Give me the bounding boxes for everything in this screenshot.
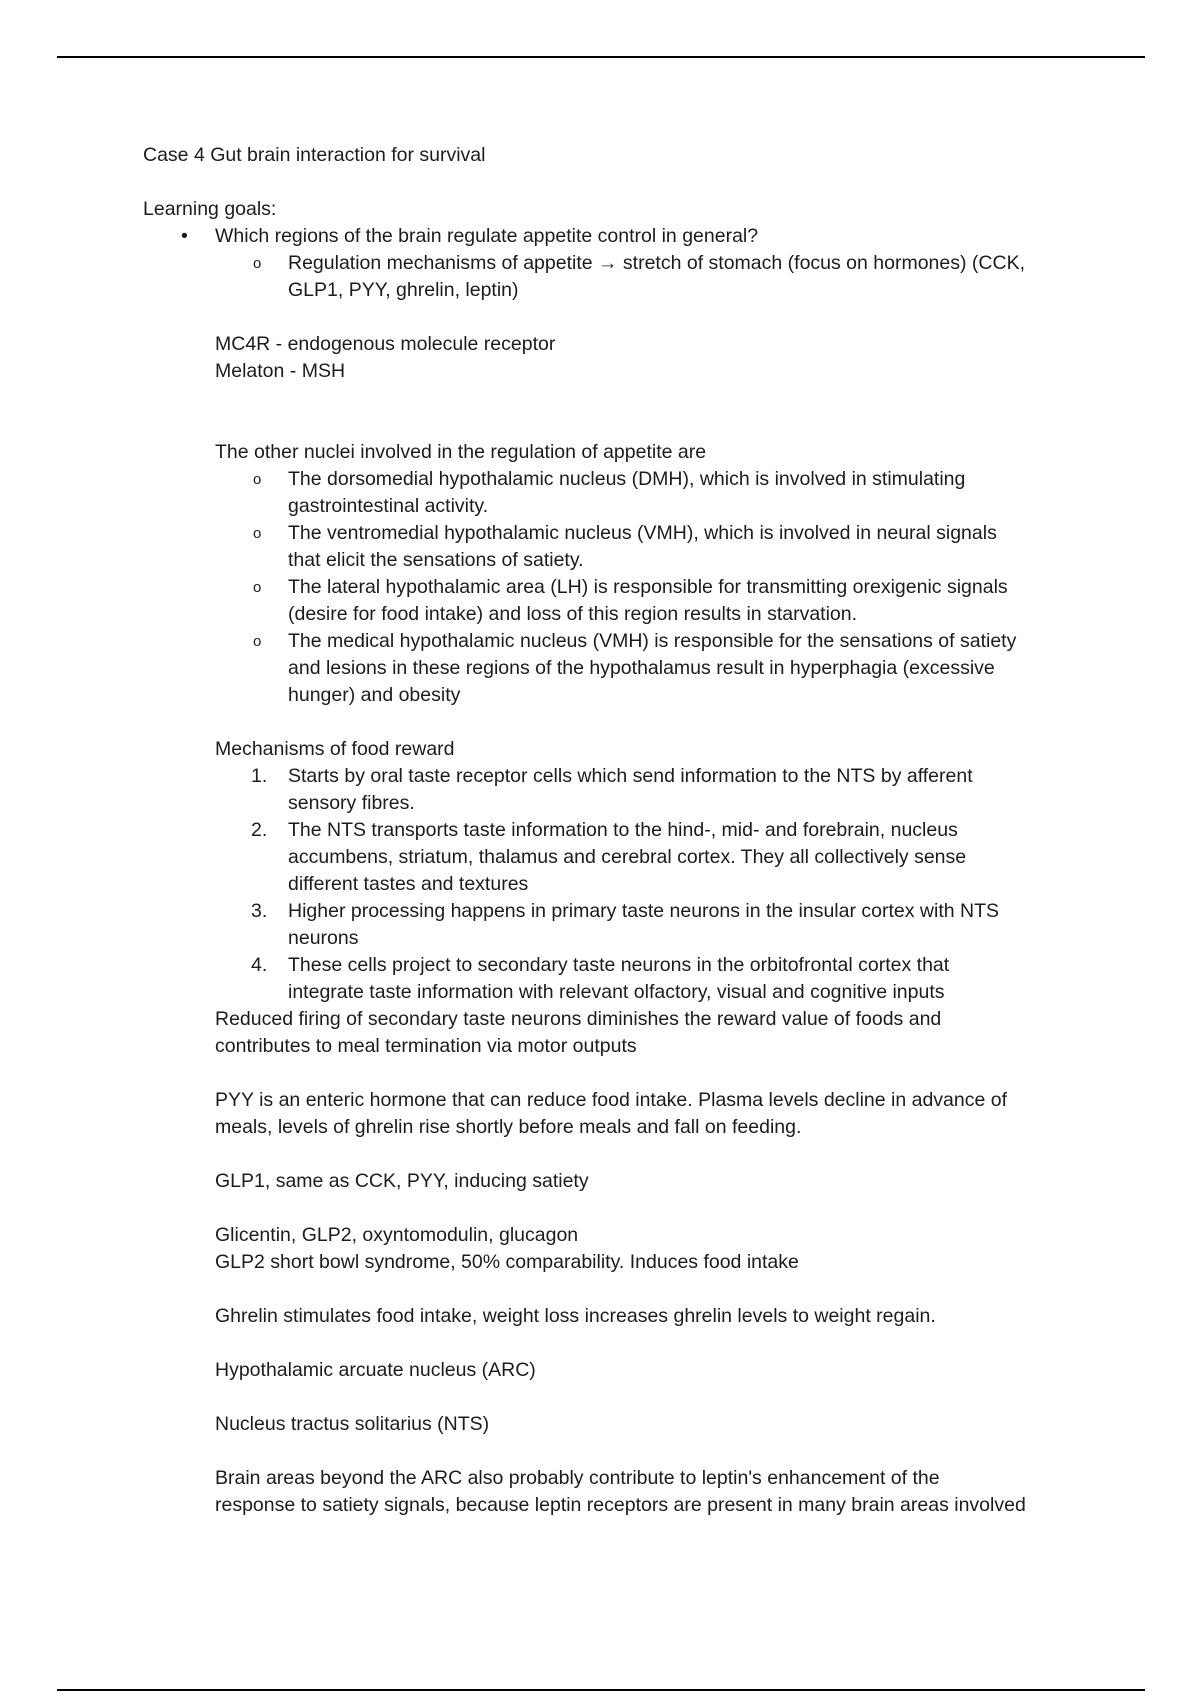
numbered-item-line: The NTS transports taste information to the hind-, mid- and forebrain, nucleus <box>288 819 958 841</box>
pyy-paragraph-line: PYY is an enteric hormone that can reduce food intake. Plasma levels decline in advance of <box>215 1089 1008 1111</box>
glicentin-note: Glicentin, GLP2, oxyntomodulin, glucagon <box>215 1224 579 1246</box>
food-reward-heading: Mechanisms of food reward <box>215 738 455 760</box>
pyy-paragraph-line: meals, levels of ghrelin rise shortly before meals and fall on feeding. <box>215 1116 802 1138</box>
subbullet-text-line: GLP1, PYY, ghrelin, leptin) <box>288 279 519 301</box>
subbullet-mark: o <box>253 255 262 272</box>
item-number: 4. <box>251 954 268 976</box>
bullet-mark: • <box>181 225 188 247</box>
numbered-item-line: sensory fibres. <box>288 792 415 814</box>
nuclei-intro: The other nuclei involved in the regulation of appetite are <box>215 441 707 463</box>
numbered-item-line: integrate taste information with relevant olfactory, visual and cognitive inputs <box>288 981 945 1003</box>
header-rule <box>57 56 1145 58</box>
list-item <box>143 466 1108 520</box>
subbullet-mark: o <box>253 471 262 488</box>
note-mc4r: MC4R - endogenous molecule receptor <box>215 333 556 355</box>
learning-goal-bullet <box>143 223 1143 250</box>
numbered-item-line: Higher processing happens in primary taste neurons in the insular cortex with NTS <box>288 900 1000 922</box>
learning-goal-subbullet <box>143 250 1108 304</box>
bullet-text: Which regions of the brain regulate appetite control in general? <box>215 225 759 247</box>
list-item-line: gastrointestinal activity. <box>288 495 489 517</box>
list-item <box>143 628 1108 709</box>
glp1-note: GLP1, same as CCK, PYY, inducing satiety <box>215 1170 589 1192</box>
numbered-item-line: These cells project to secondary taste neurons in the orbitofrontal cortex that <box>288 954 950 976</box>
numbered-item <box>143 817 1108 898</box>
list-item-line: that elicit the sensations of satiety. <box>288 549 584 571</box>
list-item-line: and lesions in these regions of the hypothalamus result in hyperphagia (excessive <box>288 657 995 679</box>
numbered-item-line: accumbens, striatum, thalamus and cerebral cortex. They all collectively sense <box>288 846 967 868</box>
nts-note: Nucleus tractus solitarius (NTS) <box>215 1413 490 1435</box>
list-item <box>143 574 1108 628</box>
arc-note: Hypothalamic arcuate nucleus (ARC) <box>215 1359 536 1381</box>
numbered-item-line: different tastes and textures <box>288 873 529 895</box>
note-melaton: Melaton - MSH <box>215 360 346 382</box>
numbered-item <box>143 952 1108 1006</box>
list-item-line: The dorsomedial hypothalamic nucleus (DMH), which is involved in stimulating <box>288 468 966 490</box>
subbullet-mark: o <box>253 525 262 542</box>
list-item-line: (desire for food intake) and loss of this region results in starvation. <box>288 603 858 625</box>
glp2-note: GLP2 short bowl syndrome, 50% comparability. Induces food intake <box>215 1251 799 1273</box>
list-item-line: The ventromedial hypothalamic nucleus (VMH), which is involved in neural signals <box>288 522 997 544</box>
numbered-item-line: Starts by oral taste receptor cells which send information to the NTS by afferent <box>288 765 973 787</box>
brain-areas-paragraph-line: Brain areas beyond the ARC also probably contribute to leptin's enhancement of the <box>215 1467 940 1489</box>
learning-goals-heading: Learning goals: <box>143 198 277 220</box>
brain-areas-paragraph-line: response to satiety signals, because leptin receptors are present in many brain areas involved <box>215 1494 1026 1516</box>
list-item-line: hunger) and obesity <box>288 684 461 706</box>
item-number: 2. <box>251 819 268 841</box>
list-item-line: The lateral hypothalamic area (LH) is responsible for transmitting orexigenic signals <box>288 576 1008 598</box>
numbered-item <box>143 763 1108 817</box>
list-item <box>143 520 1108 574</box>
subbullet-text-line: Regulation mechanisms of appetite → stretch of stomach (focus on hormones) (CCK, <box>288 252 1025 274</box>
food-reward-summary-line: Reduced firing of secondary taste neurons diminishes the reward value of foods and <box>215 1008 942 1030</box>
document-body <box>143 142 1143 1519</box>
numbered-item-line: neurons <box>288 927 359 949</box>
footer-rule <box>57 1689 1145 1691</box>
ghrelin-note: Ghrelin stimulates food intake, weight loss increases ghrelin levels to weight regain. <box>215 1305 936 1327</box>
item-number: 3. <box>251 900 268 922</box>
subbullet-mark: o <box>253 633 262 650</box>
list-item-line: The medical hypothalamic nucleus (VMH) is responsible for the sensations of satiety <box>288 630 1017 652</box>
food-reward-summary-line: contributes to meal termination via motor outputs <box>215 1035 637 1057</box>
document-title: Case 4 Gut brain interaction for survival <box>143 144 486 166</box>
subbullet-mark: o <box>253 579 262 596</box>
item-number: 1. <box>251 765 268 787</box>
numbered-item <box>143 898 1108 952</box>
